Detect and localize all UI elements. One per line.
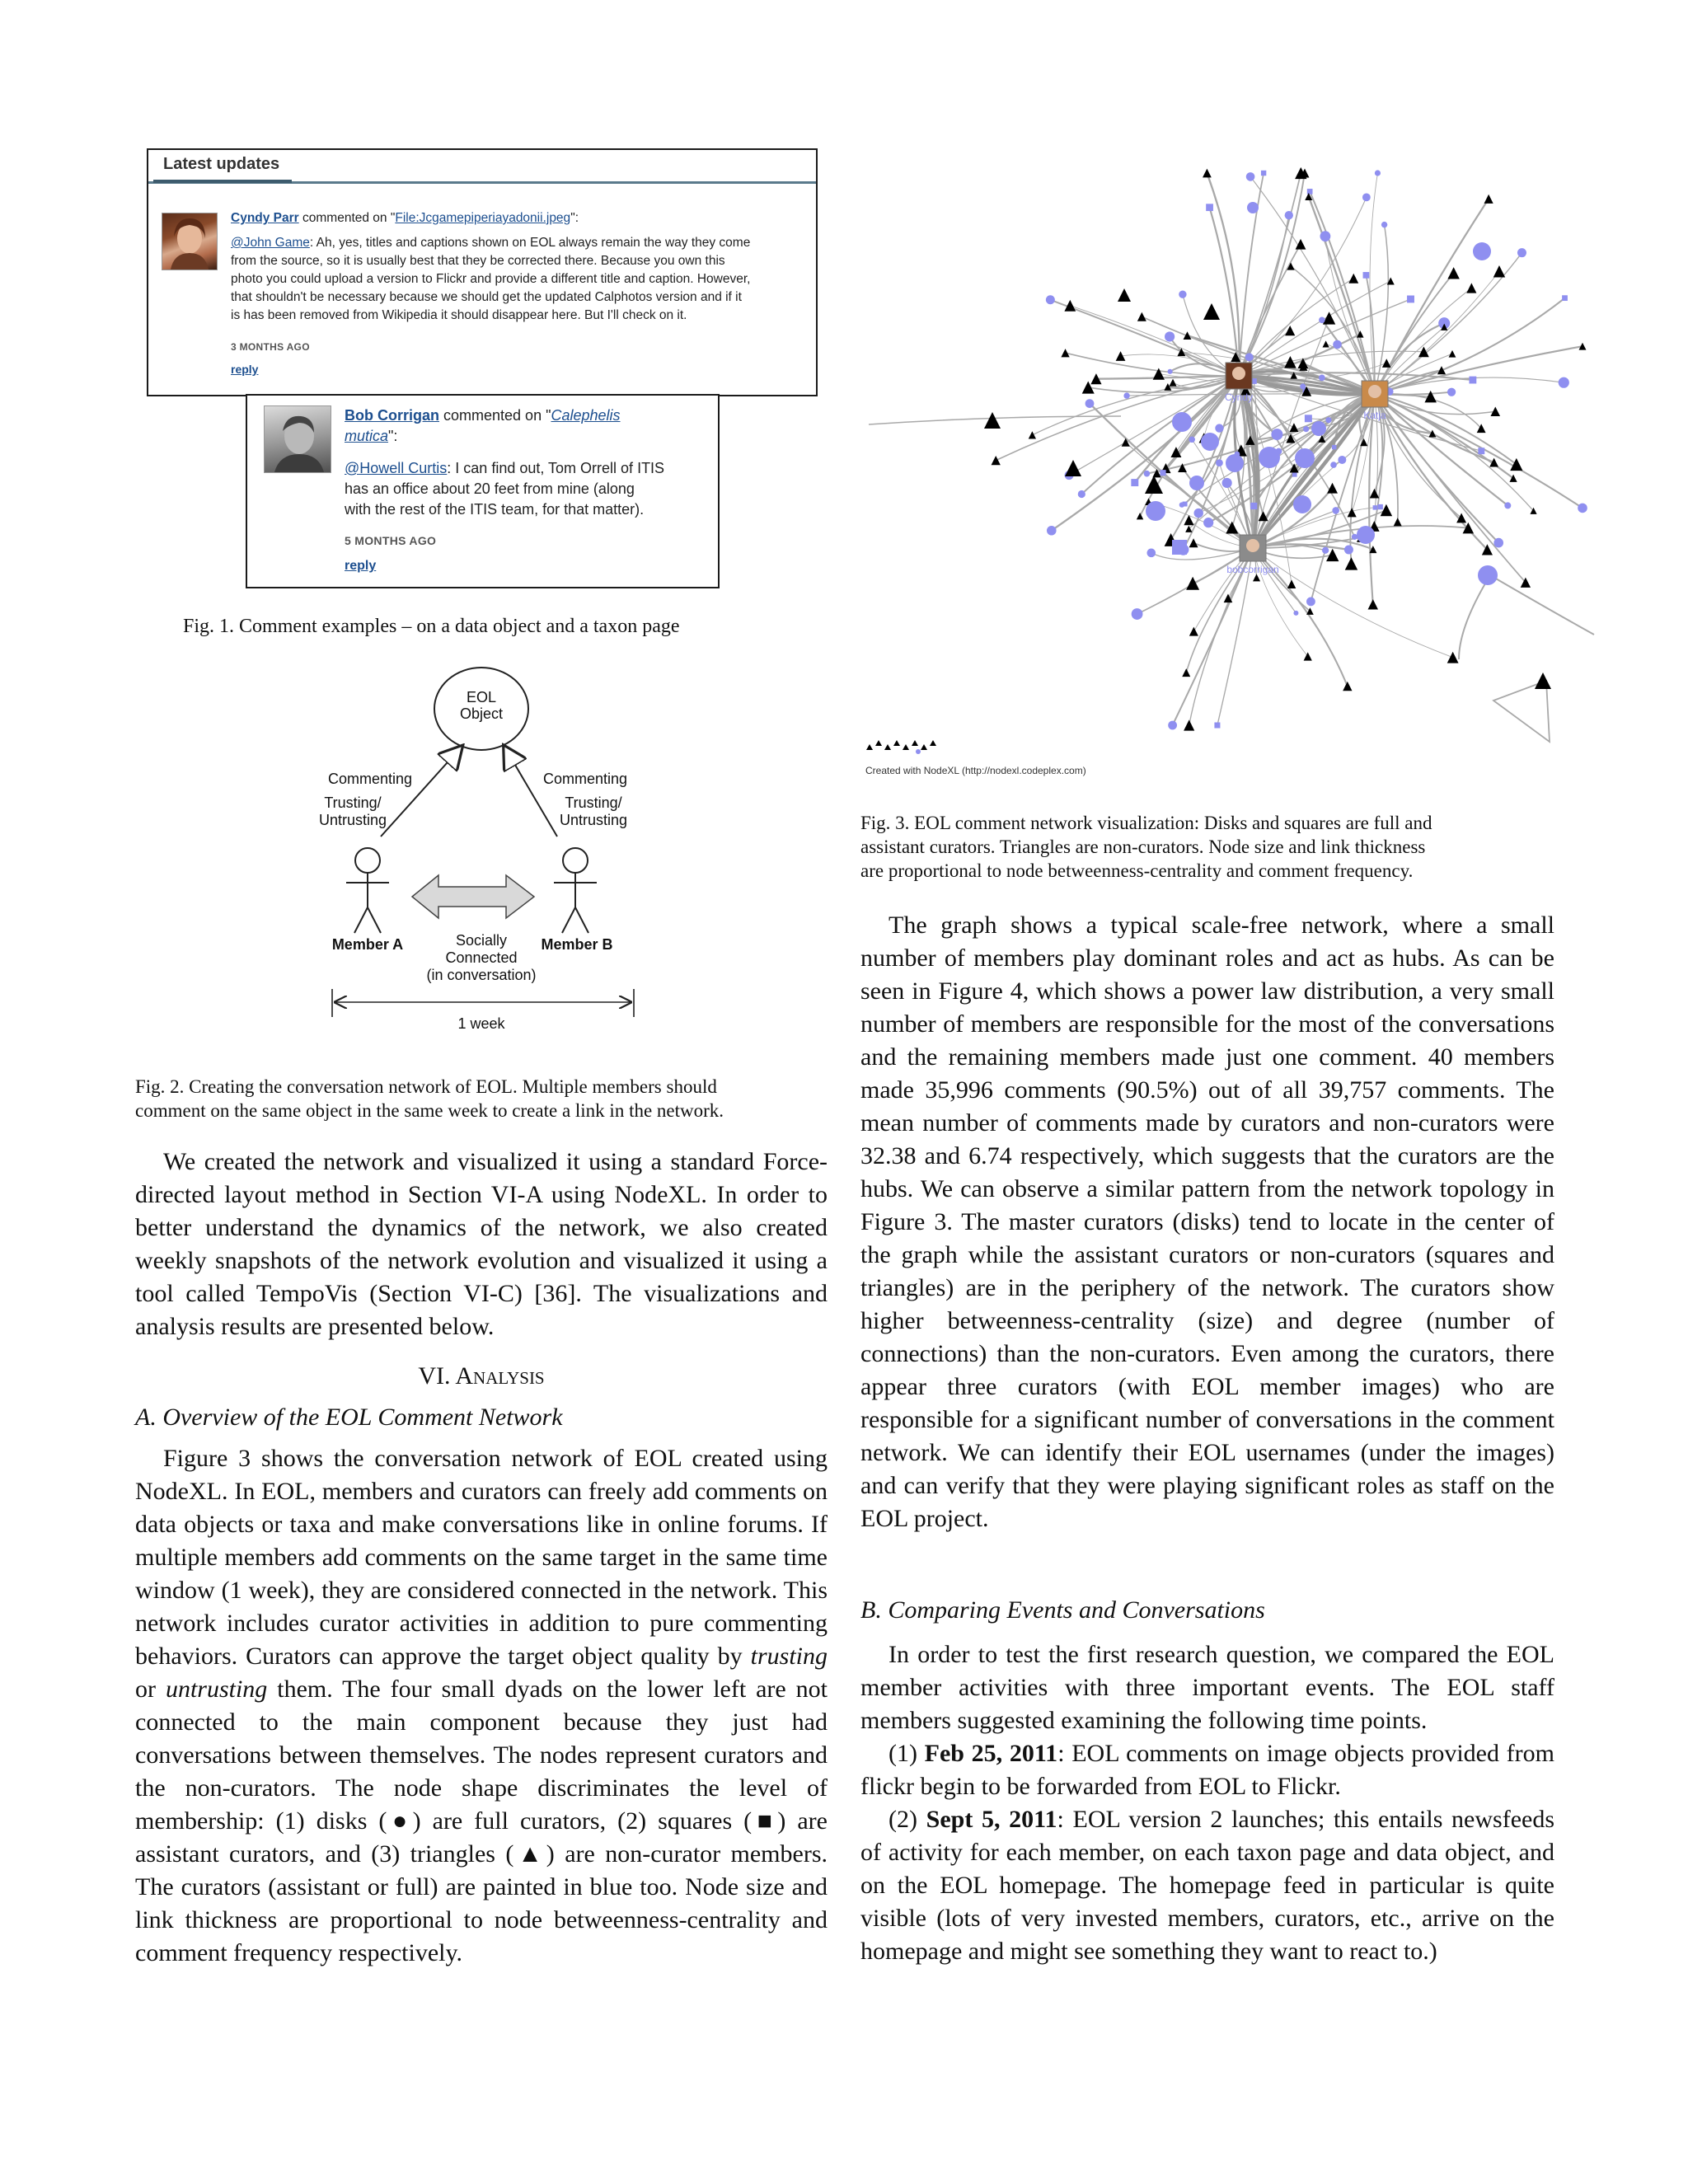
trusting-term: trusting <box>750 1643 828 1670</box>
curator-disk <box>1447 388 1456 396</box>
curator-disk <box>1167 369 1172 374</box>
assistant-curator-square <box>1292 472 1297 477</box>
non-curator-triangle <box>1137 312 1146 321</box>
curator-disk <box>1300 383 1306 389</box>
non-curator-triangle <box>1370 489 1380 499</box>
curator-disk <box>1215 424 1223 432</box>
curator-disk <box>1179 502 1184 507</box>
non-curator-triangle <box>1065 460 1081 476</box>
intro-text: We created the network and visualized it using a standard Force-directed layout method in Section VI-A using NodeXL. In order to better understand the dynamics of the network, we also created weekly snapshots of the network evolution and visualized it using a tool called TempoVis (Section VI-C) [36]. The visualizations and analysis results are presented below. <box>135 1148 828 1340</box>
scale-free-text: The graph shows a typical scale-free network, where a small number of members play dominant roles and act as hubs. As can be seen in Figure 4, which shows a power law distribution, a very small number of members are responsible for the most of the conversations and the remaining members made just one comment. 40 members made 35,996 comments (90.5%) out of all 39,757 comments. The mean number of comments made by curators and non-curators were 32.38 and 6.74 respectively, which suggests that the curators are the hubs. We can observe a similar pattern from the network topology in Figure 3. The master curators (disks) tend to locate in the center of the graph while the assistant curators or non-curators (squares and triangles) are in the periphery of the network. The curators show higher betweenness-centrality (size) and degree (number of connections) than the non-curators. Even among the curators, there appear three curators (with EOL member images) who are responsible for a significant number of conversations in the comment network. We can identify their EOL usernames (under the images) and can verify that they were playing significant roles as staff on the EOL project. <box>860 912 1554 1532</box>
dyad-disk <box>916 749 921 754</box>
event-item-2 <box>860 1803 1554 1968</box>
curator-disk <box>1165 331 1175 341</box>
comment-line: photo you could upload a version to Flickr and provide a different title and caption. However, <box>231 272 751 286</box>
reply-link[interactable]: reply <box>231 363 259 376</box>
curator-disk <box>1322 547 1329 554</box>
non-curator-triangle <box>1348 508 1357 517</box>
person-photo-icon <box>1232 367 1245 380</box>
person-photo-icon <box>1246 539 1259 552</box>
curator-disk <box>1303 426 1309 432</box>
comment-header: Bob Corrigan commented on "Calephelis mutica": <box>345 407 621 444</box>
curator-disk <box>1201 433 1219 451</box>
assistant-curator-square <box>1373 505 1377 509</box>
non-curator-triangle <box>1343 682 1352 691</box>
conversation-network-diagram <box>313 659 676 1038</box>
curator-disk <box>1179 290 1186 298</box>
assistant-curator-square <box>1478 448 1484 454</box>
socially-connected-arrow <box>412 875 534 918</box>
non-curator-triangle <box>1535 673 1551 689</box>
curator-disk <box>1146 501 1165 521</box>
event-item-1 <box>860 1737 1554 1803</box>
curator-disk <box>1493 538 1503 548</box>
intro-paragraph <box>135 1146 828 1343</box>
curator-disk <box>1320 231 1330 241</box>
trusting-label: Trusting/ <box>565 794 622 811</box>
assistant-curator-square <box>1172 540 1187 555</box>
network-link <box>1096 376 1239 379</box>
event-text: : EOL comments on image objects provided from flickr begin to be forwarded from EOL to Flickr. <box>860 1740 1554 1800</box>
curator-disk <box>1078 490 1085 498</box>
curator-disk <box>1375 170 1381 176</box>
overview-text: Figure 3 shows the conversation network of EOL created using NodeXL. In EOL, members and curators can freely add comments on data objects or taxa and make conversations like in online forums. If multiple members add comments on the same target in the same time window (1 week), they are considered connected in the network. This network includes curator activities in addition to pure commenting behaviors. Curators can approve the target object quality by <box>135 1445 828 1670</box>
fig2-caption-line: comment on the same object in the same week to create a link in the network. <box>135 1100 724 1121</box>
member-username-label: Cyndy <box>1224 391 1254 403</box>
curator-disk <box>1333 340 1342 349</box>
socially-label: Socially <box>455 932 508 949</box>
network-link <box>1239 197 1367 376</box>
non-curator-triangle <box>1145 476 1163 494</box>
curator-disk <box>1123 392 1129 398</box>
assistant-curator-square <box>1214 722 1220 728</box>
curator-disk <box>1357 526 1375 544</box>
network-link <box>1137 548 1253 614</box>
events-paragraph <box>860 1638 1554 1968</box>
eol-object-label: Object <box>459 705 504 722</box>
curator-disk <box>1319 316 1325 323</box>
curator-disk <box>1146 549 1156 558</box>
curator-disk <box>1245 353 1254 361</box>
fig1-caption: Fig. 1. Comment examples – on a data object and a taxon page <box>183 616 680 637</box>
assistant-curator-square <box>1261 171 1266 176</box>
curator-disk <box>1168 721 1177 730</box>
comment-action: commented on <box>302 211 387 225</box>
fig3-caption-line: are proportional to node betweenness-centrality and comment frequency. <box>860 860 1414 881</box>
person-photo-icon <box>265 406 331 472</box>
curator-disk <box>1247 202 1259 213</box>
taxon-comment-panel <box>246 394 720 588</box>
curator-disk <box>1226 454 1244 472</box>
dyad-triangle <box>912 740 918 746</box>
fig3-caption-line: Fig. 3. EOL comment network visualization: Disks and squares are full and <box>860 813 1432 833</box>
subsection-a-heading: A. Overview of the EOL Comment Network <box>135 1404 563 1431</box>
curator-disk <box>1293 611 1298 616</box>
dyad-triangle <box>875 740 882 746</box>
person-photo-icon <box>1368 385 1381 398</box>
assistant-curator-square <box>1131 479 1138 486</box>
curator-disk <box>1203 518 1213 527</box>
non-curator-triangle <box>1203 169 1212 178</box>
fig3-caption-line: assistant curators. Triangles are non-curators. Node size and link thickness <box>860 837 1426 857</box>
assistant-curator-square <box>1469 377 1476 384</box>
curator-disk <box>1325 417 1331 423</box>
network-link <box>1490 575 1594 635</box>
curator-disk <box>1046 295 1055 304</box>
non-curator-triangle <box>1394 518 1402 526</box>
non-curator-triangle <box>1182 668 1190 677</box>
comment-line: has an office about 20 feet from mine (along <box>345 480 635 497</box>
comment-line: : Ah, yes, titles and captions shown on EOL always remain the way they come <box>309 236 751 250</box>
subsection-b-heading: B. Comparing Events and Conversations <box>860 1596 1265 1624</box>
curator-disk <box>1194 509 1203 518</box>
non-curator-triangle <box>1169 379 1176 387</box>
dyad-triangle <box>930 740 936 746</box>
commenting-label: Commenting <box>542 771 628 787</box>
non-curator-triangle <box>1449 350 1456 358</box>
comment-timestamp: 3 MONTHS AGO <box>231 341 310 353</box>
avatar <box>264 405 331 473</box>
non-curator-triangle <box>1466 283 1476 293</box>
scale-free-paragraph <box>860 909 1554 1535</box>
non-curator-triangle <box>1203 303 1220 320</box>
curator-disk <box>1047 526 1057 536</box>
arrow-b-to-object <box>504 747 557 837</box>
member-b-figure <box>554 848 597 933</box>
curator-disk <box>1172 412 1192 432</box>
comment-body <box>345 458 707 520</box>
member-username-label: Katja <box>1363 410 1386 421</box>
non-curator-triangle <box>1116 351 1126 361</box>
commenting-label: Commenting <box>327 771 413 787</box>
assistant-curator-square <box>1407 296 1414 303</box>
curator-disk <box>1259 447 1280 468</box>
fig3-caption <box>860 811 1554 883</box>
comment-target-link[interactable]: Calephelis <box>551 407 621 424</box>
nodexl-credit: Created with NodeXL (http://nodexl.codeplex.com) <box>865 765 1086 776</box>
non-curator-triangle <box>1493 265 1505 277</box>
network-link <box>1253 544 1348 550</box>
events-text: In order to test the first research question, we compared the EOL member activities with three important events. The EOL staff members suggested examining the following time points. <box>860 1641 1554 1734</box>
member-a-label: Member A <box>331 936 404 953</box>
curator-disk <box>1473 242 1491 260</box>
assistant-curator-square <box>1378 504 1383 509</box>
curator-disk <box>1352 534 1357 540</box>
assistant-curator-square <box>1305 415 1312 422</box>
non-curator-triangle <box>1345 557 1357 569</box>
curator-disk <box>1132 608 1143 620</box>
assistant-curator-square <box>1562 295 1568 301</box>
curator-disk <box>1189 436 1195 443</box>
non-curator-triangle <box>1287 579 1296 588</box>
non-curator-triangle <box>1184 719 1194 730</box>
non-curator-triangle <box>1304 652 1312 660</box>
non-curator-triangle <box>992 456 1001 465</box>
panel-tab-underline <box>153 180 292 183</box>
arrow-a-to-object <box>381 747 462 837</box>
connected-label: Connected <box>445 949 518 966</box>
non-curator-triangle <box>1447 267 1459 279</box>
comment-target-link[interactable]: File:Jcgamepiperiayadonii.jpeg <box>395 211 571 225</box>
comment-line: from the source, so it is usually best that they be corrected there. Because you own this <box>231 254 725 268</box>
comment-author-link[interactable]: Bob Corrigan <box>345 407 439 424</box>
eol-comment-network-graph <box>849 165 1607 791</box>
assistant-curator-square <box>1160 470 1165 476</box>
dyad-triangle <box>866 744 873 750</box>
overview-text: or <box>135 1675 166 1703</box>
non-curator-triangle <box>1382 359 1391 368</box>
avatar <box>162 213 218 270</box>
curator-disk <box>1319 374 1325 381</box>
assistant-curator-square <box>1250 503 1257 509</box>
member-username-label: bobcorrigan <box>1226 564 1279 575</box>
non-curator-triangle <box>1348 274 1358 284</box>
assistant-curator-square <box>1206 204 1213 211</box>
comment-header: Cyndy Parr commented on "File:Jcgamepiperiayadonii.jpeg": <box>231 211 579 225</box>
non-curator-triangle <box>1189 538 1198 547</box>
fig2-caption-line: Fig. 2. Creating the conversation network of EOL. Multiple members should <box>135 1076 717 1097</box>
curator-disk <box>1216 459 1223 466</box>
mention-link[interactable]: @John Game <box>231 236 310 250</box>
comment-target-link-cont[interactable]: mutica <box>345 428 389 444</box>
week-label: 1 week <box>457 1015 505 1032</box>
curator-disk <box>1344 546 1353 555</box>
curator-disk <box>1338 456 1346 464</box>
non-curator-triangle <box>1029 431 1036 438</box>
overview-paragraph <box>135 1442 828 1970</box>
latest-updates-title: Latest updates <box>163 155 280 173</box>
comment-line: : I can find out, Tom Orrell of ITIS <box>447 460 665 476</box>
comment-author-link[interactable]: Cyndy Parr <box>231 211 299 225</box>
curator-disk <box>1189 476 1204 490</box>
latest-updates-panel <box>147 148 818 396</box>
curator-disk <box>1306 597 1315 606</box>
non-curator-triangle <box>984 412 1001 429</box>
dyad-triangle <box>893 740 900 746</box>
assistant-curator-square <box>1332 445 1336 449</box>
curator-disk <box>1478 565 1498 585</box>
event-text: : EOL version 2 launches; this entails newsfeeds of activity for each member, on each taxon page and data object, and on the EOL homepage. The homepage feed in particular is quite visible (lots of very invested members, curators, etc., arrive on the homepage and might see something they want to react to.) <box>860 1806 1554 1965</box>
network-link <box>1369 394 1375 604</box>
dyad-triangle <box>921 744 927 750</box>
assistant-curator-square <box>1363 272 1370 279</box>
curator-disk <box>1504 502 1511 509</box>
reply-link[interactable]: reply <box>345 559 377 573</box>
curator-disk <box>1222 478 1232 488</box>
comment-body <box>231 234 808 325</box>
event-date: Feb 25, 2011 <box>924 1740 1058 1767</box>
overview-text: them. The four small dyads on the lower left are not connected to the main component because they just had conversations between themselves. The nodes represent curators and the non-curators. The node shape discriminates the level of membership: (1) disks (●) are full curators, (2) squares (■) are assistant curators, and (3) triangles (▲) are non-curator members. The curators (assistant or full) are painted in blue too. Node size and link thickness are proportional to node betweenness-centrality and comment frequency respectively. <box>135 1675 828 1966</box>
curator-disk <box>1559 377 1569 388</box>
non-curator-triangle <box>1290 423 1299 432</box>
non-curator-triangle <box>1323 340 1329 347</box>
non-curator-triangle <box>1122 438 1130 447</box>
curator-disk <box>1295 448 1315 468</box>
curator-disk <box>1332 507 1339 514</box>
untrusting-label: Untrusting <box>318 812 387 828</box>
trusting-label: Trusting/ <box>324 794 382 811</box>
event-date: Sept 5, 2011 <box>926 1806 1057 1833</box>
curator-disk <box>1381 222 1387 227</box>
untrusting-label: Untrusting <box>559 812 628 828</box>
non-curator-triangle <box>1484 194 1493 204</box>
curator-disk <box>1285 211 1293 219</box>
eol-object-label: EOL <box>466 689 497 705</box>
curator-disk <box>1293 495 1311 513</box>
non-curator-triangle <box>1368 599 1378 609</box>
event-number: (2) <box>889 1806 926 1833</box>
comment-line: with the rest of the ITIS team, for that matter). <box>345 501 645 518</box>
network-link <box>1459 575 1490 659</box>
curator-disk <box>1085 399 1095 408</box>
non-curator-triangle <box>1118 288 1131 302</box>
dyad-link <box>1493 681 1550 742</box>
fig2-caption <box>135 1075 828 1122</box>
comment-action: commented on <box>443 407 542 424</box>
event-number: (1) <box>889 1740 925 1767</box>
non-curator-triangle <box>1189 627 1198 636</box>
dyad-triangle <box>903 744 909 750</box>
comment-timestamp: 5 MONTHS AGO <box>345 534 437 547</box>
member-b-label: Member B <box>541 936 613 953</box>
in-conversation-label: (in conversation) <box>426 967 537 983</box>
member-a-figure <box>346 848 389 933</box>
curator-disk <box>1144 471 1151 477</box>
curator-disk <box>1311 421 1326 436</box>
curator-disk <box>1246 172 1255 181</box>
untrusting-term: untrusting <box>165 1675 268 1703</box>
non-curator-triangle <box>1447 652 1459 663</box>
curator-disk <box>1517 248 1526 257</box>
non-curator-triangle <box>1186 577 1199 590</box>
comment-line: is has been removed from Wikipedia it should disappear here. But I'll check on it. <box>231 308 687 322</box>
curator-disk <box>1362 193 1371 201</box>
comment-line: that shouldn't be necessary because we should get the updated Calphotos version and if it <box>231 290 742 304</box>
curator-disk <box>1271 429 1282 440</box>
mention-link[interactable]: @Howell Curtis <box>345 460 448 476</box>
section-heading <box>135 1360 828 1393</box>
network-links <box>996 173 1582 725</box>
curator-disk <box>1578 504 1587 513</box>
dyad-triangle <box>884 744 891 750</box>
non-curator-triangle <box>1137 513 1143 519</box>
curator-disk <box>1330 462 1337 468</box>
person-photo-icon <box>162 213 217 269</box>
assistant-curator-square <box>1307 189 1313 194</box>
section-heading-text: VI. Analysis <box>418 1362 545 1390</box>
